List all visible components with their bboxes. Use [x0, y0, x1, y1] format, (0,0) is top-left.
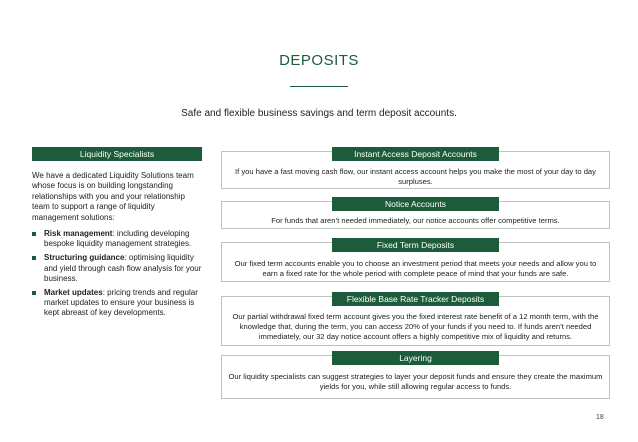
notice-accounts-text: For funds that aren’t needed immediately, our notice accounts offer competitive terms. [271, 216, 560, 225]
bullet-label: Structuring guidance [44, 253, 125, 263]
tracker-deposits-text: Our partial withdrawal fixed term account gives you the fixed interest rate benefit of a 12 month term, with the knowledge that, during the term, you can access 20% of your funds if you need to. If funds aren’t needed immediately, our 32 day notice account offers a highly competitive mix of liquidity and returns. [232, 312, 599, 341]
notice-accounts-heading: Notice Accounts [332, 197, 499, 211]
bullet-label: Market updates [44, 288, 103, 298]
instant-access-text: If you have a fast moving cash flow, our instant access account helps you make the most of your day to day surpluses. [235, 167, 596, 186]
liquidity-specialists-heading: Liquidity Specialists [32, 147, 202, 161]
tracker-deposits-box [221, 296, 610, 346]
square-bullet-icon [32, 256, 36, 260]
fixed-term-text: Our fixed term accounts enable you to choose an investment period that meets your needs and allow you to earn a fixed rate for the whole period with complete peace of mind that your funds are safe. [234, 259, 597, 278]
page-subtitle: Safe and flexible business savings and term deposit accounts. [181, 108, 457, 119]
list-item [32, 253, 204, 284]
bullet-text: : pricing trends and regular market updates to ensure your business is kept abreast of key developments. [44, 288, 198, 318]
square-bullet-icon [32, 232, 36, 236]
bullet-text: : optimising liquidity and yield through cash flow analysis for your business. [44, 253, 202, 283]
instant-access-heading: Instant Access Deposit Accounts [332, 147, 499, 161]
layering-heading: Layering [332, 351, 499, 365]
list-item [32, 288, 204, 319]
notice-accounts-box [221, 201, 610, 229]
fixed-term-box [221, 242, 610, 282]
liquidity-bullet-list [32, 229, 204, 323]
page-number: 18 [596, 414, 604, 421]
square-bullet-icon [32, 291, 36, 295]
layering-box [221, 355, 610, 399]
instant-access-box [221, 151, 610, 189]
page-title: DEPOSITS [279, 52, 359, 69]
liquidity-intro-text: We have a dedicated Liquidity Solutions team whose focus is on building longstanding relationships with you and your relationship team to support a range of liquidity management solutions: [32, 171, 194, 222]
fixed-term-heading: Fixed Term Deposits [332, 238, 499, 252]
layering-text: Our liquidity specialists can suggest strategies to layer your deposit funds and ensure they create the maximum yields for you, while still allowing regular access to funds. [228, 372, 603, 391]
tracker-deposits-heading: Flexible Base Rate Tracker Deposits [332, 292, 499, 306]
title-divider [290, 86, 348, 87]
bullet-text: : including developing bespoke liquidity management strategies. [44, 229, 192, 249]
bullet-label: Risk management [44, 229, 113, 238]
list-item [32, 229, 204, 249]
